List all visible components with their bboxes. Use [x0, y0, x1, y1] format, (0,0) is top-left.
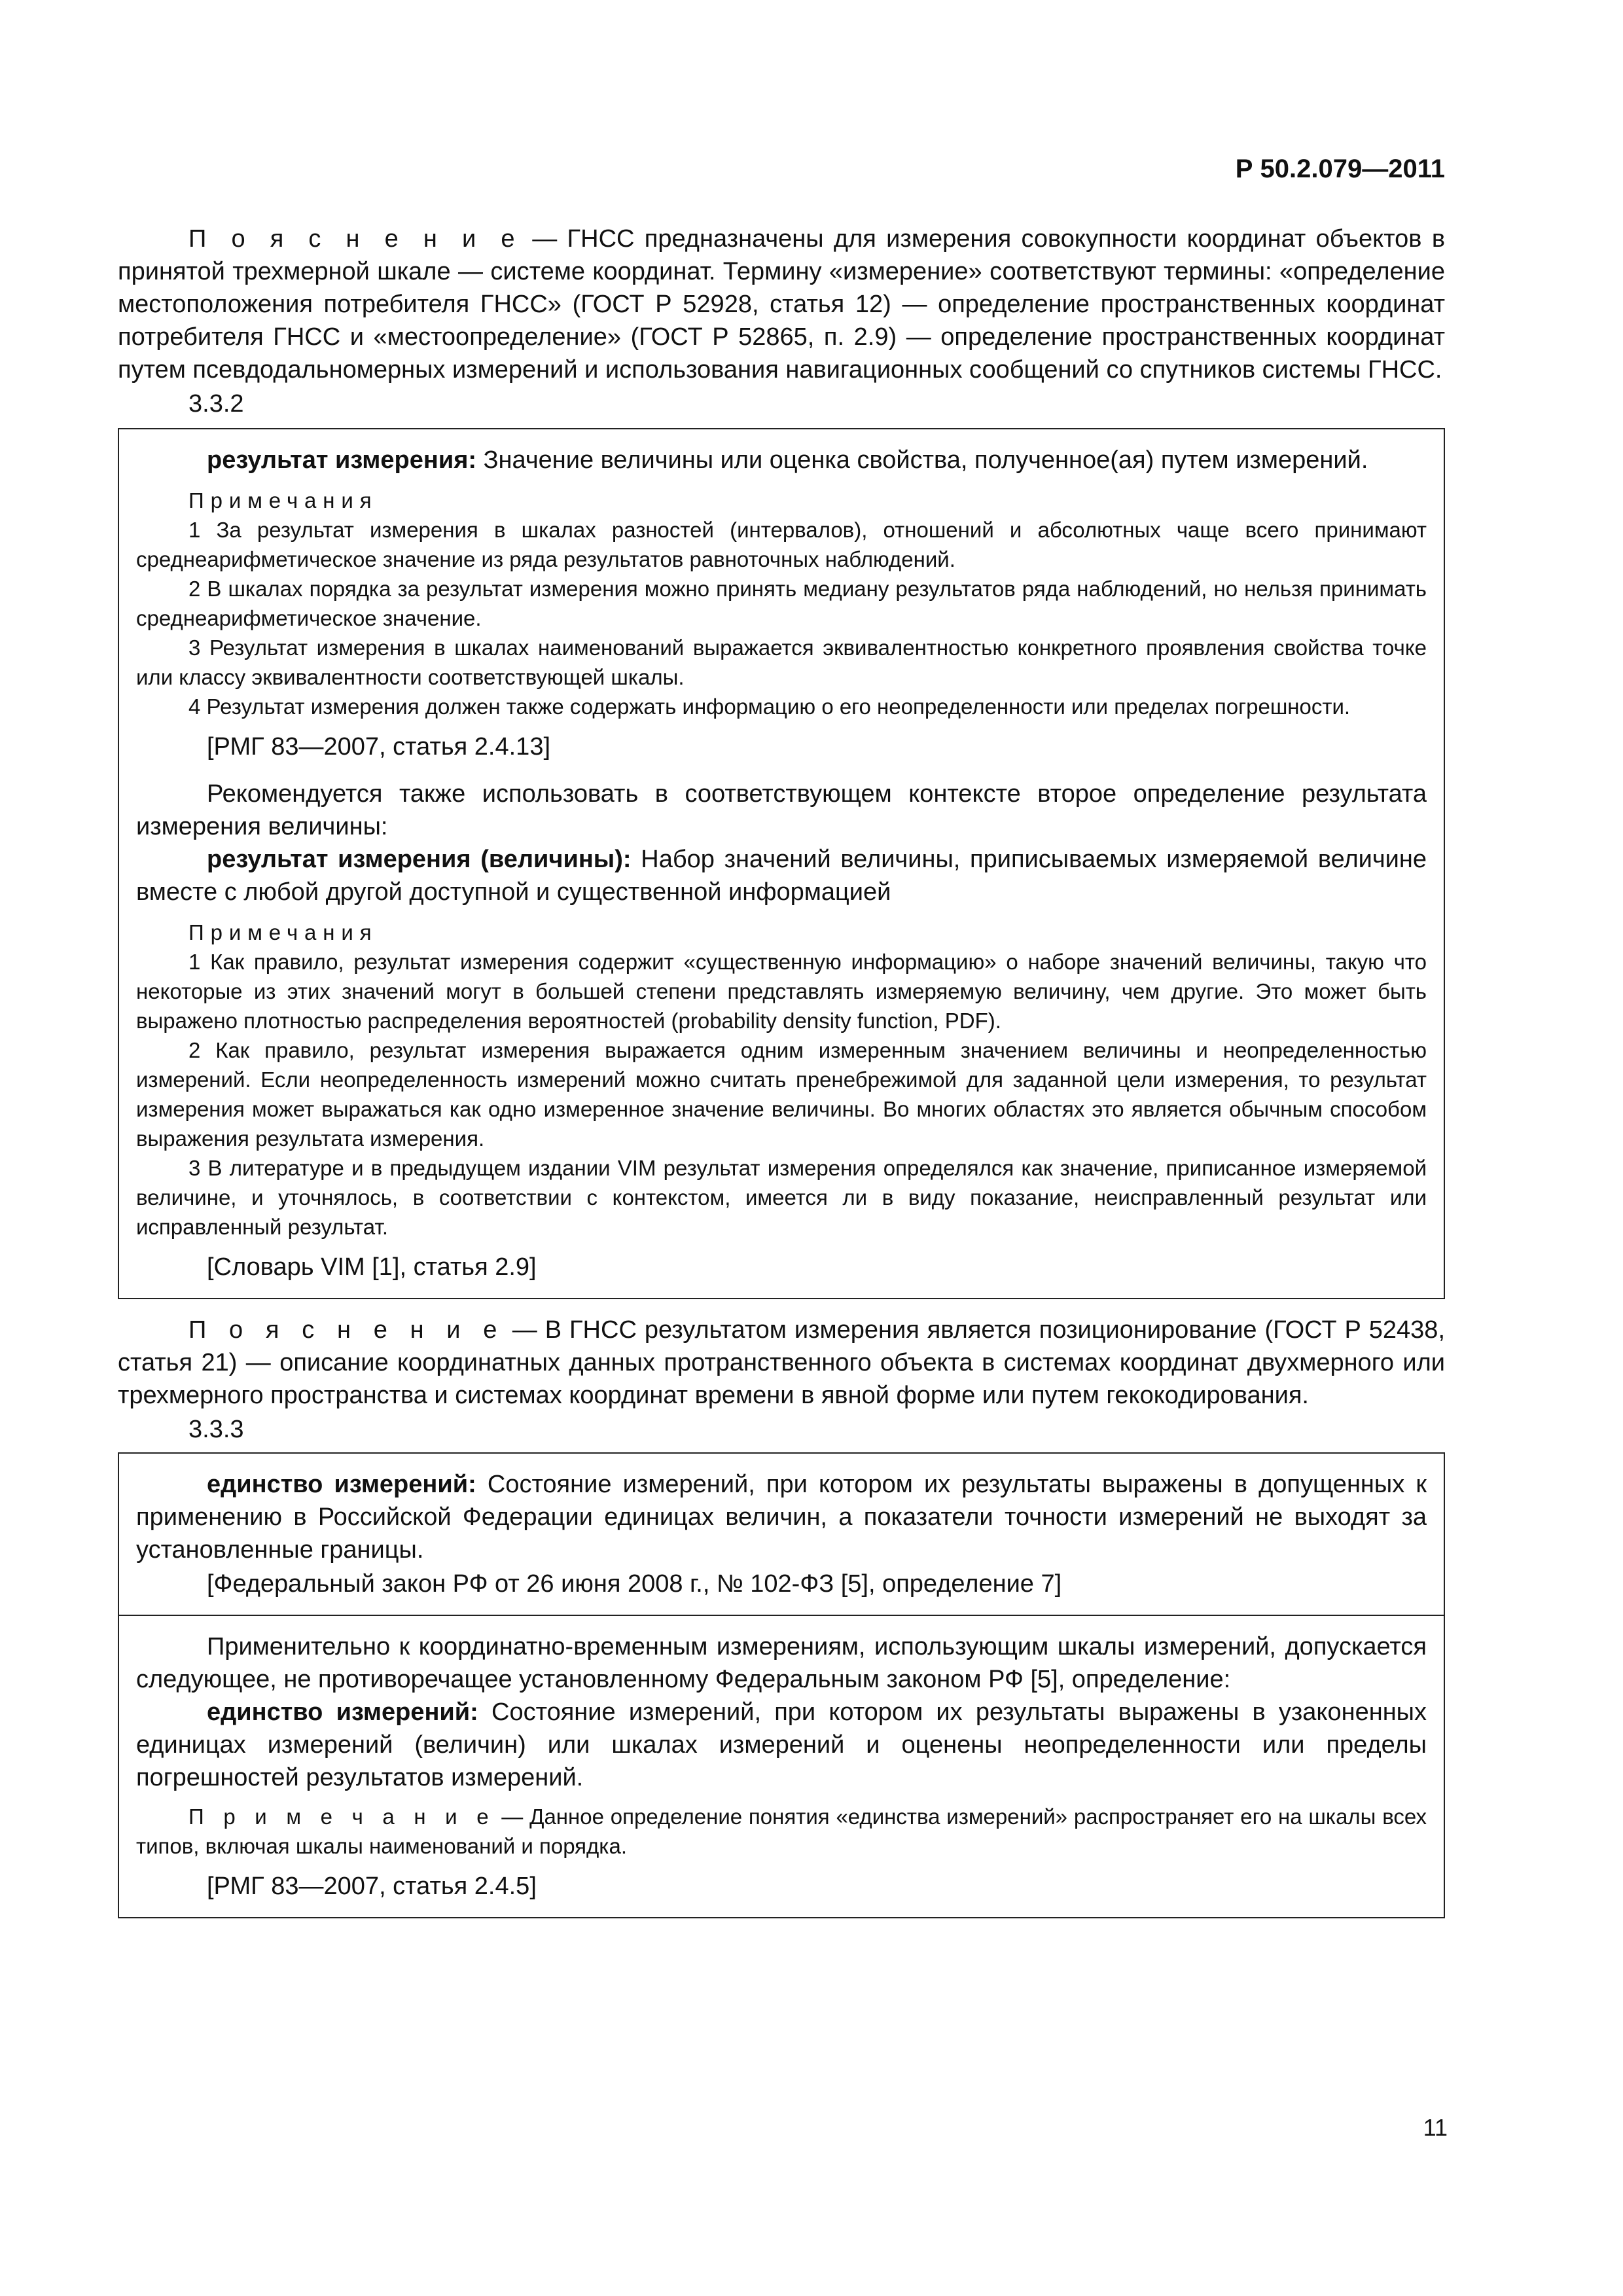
- source-333: [Федеральный закон РФ от 26 июня 2008 г., № 102-ФЗ [5], определение 7]: [207, 1570, 1062, 1598]
- definition-text-332: Значение величины или оценка свойства, полученное(ая) путем измерений.: [476, 446, 1368, 474]
- definition-text-332-alt: Набор значений величины, приписываемых измеряемой величине вместе с любой другой доступной и существенной информацией: [136, 846, 1427, 906]
- definition-box-333: [118, 1452, 1445, 1616]
- note-332-alt-1: 1 Как правило, результат измерения содержит «существенную информацию» о наборе значений величины, такую что некоторые из этих значений могут в большей степени представлять измеряемую величину, чем другие. Это может быть выражено плотностью распределения вероятностей (probability density function, PDF).: [136, 950, 1427, 1033]
- note-332-3: 3 Результат измерения в шкалах наименований выражается эквивалентностью конкретного проявления свойства точке или классу эквивалентности соответствующей шкалы.: [136, 636, 1427, 689]
- definition-text-333: Состояние измерений, при котором их результаты выражены в допущенных к применению в Российской Федерации единицах величин, а показатели точности измерений не выходят за установленные границы.: [136, 1471, 1427, 1564]
- source-333-alt: [РМГ 83—2007, статья 2.4.5]: [207, 1873, 537, 1900]
- intro-text: — ГНСС предназначены для измерения совокупности координат объектов в принятой трехмерной шкале — системе координат. Термину «измерение» соответствуют термины: «определение местоположения потребителя ГНСС» (ГОСТ Р 52928, статья 12) — определение пространственных координат потребителя ГНСС и «местоопределение» (ГОСТ Р 52865, п. 2.9) — определение пространственных координат путем псевдодальномерных измерений и использования навигационных сообщений со спутников системы ГНСС.: [118, 225, 1446, 384]
- note-label-333: П р и м е ч а н и е: [188, 1804, 495, 1829]
- source-332-alt: [Словарь VIM [1], статья 2.9]: [207, 1253, 537, 1281]
- notes-heading-332: Примечания: [188, 488, 378, 512]
- definition-333: [136, 1468, 1427, 1566]
- recommend-paragraph: Рекомендуется также использовать в соответствующем контексте второе определение результата измерения величины:: [136, 780, 1427, 840]
- document-code-header: Р 50.2.079—2011: [1235, 154, 1445, 183]
- explanation-paragraph-2: [118, 1314, 1445, 1412]
- notes-heading-332-alt: Примечания: [188, 920, 378, 944]
- note-332-4: 4 Результат измерения должен также содержать информацию о его неопределенности или пределах погрешности.: [188, 694, 1351, 719]
- page-content: [118, 223, 1445, 1918]
- definition-333-alt: [136, 1696, 1427, 1794]
- term-333-alt: единство измерений:: [207, 1698, 478, 1726]
- definition-332: [136, 444, 1427, 476]
- definition-332-alt: [136, 843, 1427, 908]
- source-332: [РМГ 83—2007, статья 2.4.13]: [207, 733, 551, 761]
- intro-paragraph: [118, 223, 1445, 386]
- explanation-label-2: П о я с н е н и е: [188, 1316, 505, 1344]
- definition-box-332: [118, 428, 1445, 1299]
- explanation-text-2: — В ГНСС результатом измерения является позиционирование (ГОСТ Р 52438, статья 21) — описание координатных данных протранственного объекта в системах координат двухмерного или трехмерного пространства и системах координат времени в явной форме или путем гекокодирования.: [118, 1316, 1445, 1409]
- section-number-333: 3.3.3: [188, 1416, 244, 1443]
- term-332: результат измерения:: [207, 446, 477, 474]
- note-text-333: — Данное определение понятия «единства измерений» распространяет его на шкалы всех типов, включая шкалы наименований и порядка.: [136, 1804, 1427, 1858]
- term-333: единство измерений:: [207, 1471, 476, 1498]
- note-332-alt-2: 2 Как правило, результат измерения выражается одним измеренным значением величины и неопределенностью измерений. Если неопределенность измерений можно считать пренебрежимой для заданной цели измерения, то результат измерения может выражаться как одно измеренное значение величины. Во многих областях это является обычным способом выражения результата измерения.: [136, 1038, 1427, 1151]
- intro-label: П о я с н е н и е: [188, 225, 522, 253]
- note-332-2: 2 В шкалах порядка за результат измерения можно принять медиану результатов ряда наблюдений, но нельзя принимать среднеарифметическое значение.: [136, 577, 1427, 630]
- definition-box-333-alt: [118, 1616, 1445, 1918]
- page-number: 11: [1423, 2114, 1448, 2141]
- note-333: [136, 1802, 1427, 1861]
- note-332-alt-3: 3 В литературе и в предыдущем издании VIM результат измерения определялся как значение, приписанное измеряемой величине, и уточнялось, в соответствии с контекстом, имеется ли в виду показание, неисправленный результат или исправленный результат.: [136, 1156, 1427, 1239]
- intro-333-alt: Применительно к координатно-временным измерениям, использующим шкалы измерений, допускается следующее, не противоречащее установленному Федеральным законом РФ [5], определение:: [136, 1633, 1427, 1693]
- note-332-1: 1 За результат измерения в шкалах разностей (интервалов), отношений и абсолютных чаще всего принимают среднеарифметическое значение из ряда результатов равноточных наблюдений.: [136, 518, 1427, 571]
- definition-text-333-alt: Состояние измерений, при котором их результаты выражены в узаконенных единицах измерений (величин) или шкалах измерений и оценены неопределенности или пределы погрешностей результатов измерений.: [136, 1698, 1427, 1791]
- term-332-alt: результат измерения (величины):: [207, 846, 632, 873]
- section-number-332: 3.3.2: [188, 390, 244, 418]
